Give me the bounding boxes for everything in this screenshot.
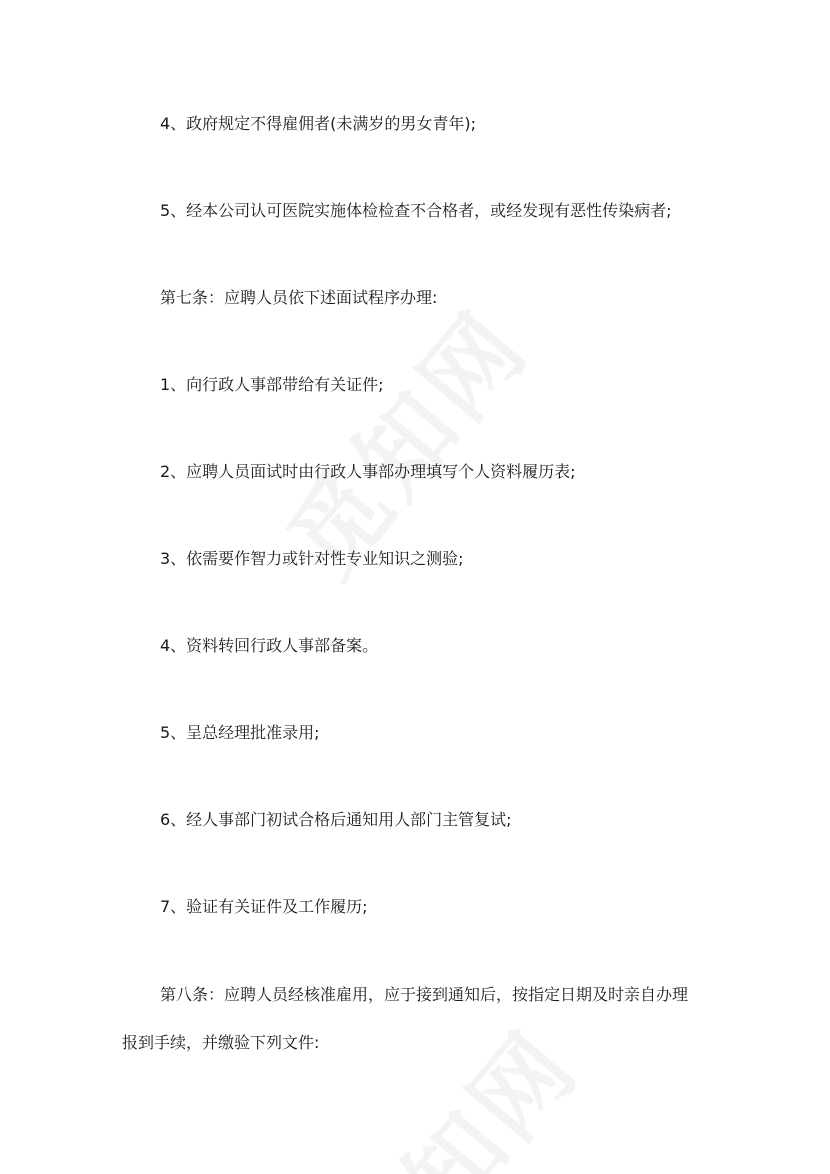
paragraph-step-3: 3、依需要作智力或针对性专业知识之测验; bbox=[160, 549, 464, 568]
paragraph-step-6: 6、经人事部门初试合格后通知用人部门主管复试; bbox=[160, 810, 512, 829]
paragraph-item-5-medical: 5、经本公司认可医院实施体检检查不合格者，或经发现有恶性传染病者; bbox=[160, 201, 672, 220]
paragraph-step-5: 5、呈总经理批准录用; bbox=[160, 723, 320, 742]
paragraph-step-7: 7、验证有关证件及工作履历; bbox=[160, 897, 368, 916]
paragraph-step-2: 2、应聘人员面试时由行政人事部办理填写个人资料履历表; bbox=[160, 462, 576, 481]
paragraph-step-1: 1、向行政人事部带给有关证件; bbox=[160, 375, 384, 394]
paragraph-item-4-age: 4、政府规定不得雇佣者(未满岁的男女青年); bbox=[160, 114, 477, 133]
article-8-line-2: 报到手续，并缴验下列文件: bbox=[122, 1033, 320, 1052]
article-8-paragraph bbox=[122, 983, 722, 1055]
paragraph-step-4: 4、资料转回行政人事部备案。 bbox=[160, 636, 379, 655]
article-7-heading: 第七条：应聘人员依下述面试程序办理: bbox=[160, 288, 438, 307]
article-8-line-1: 第八条：应聘人员经核准雇用，应于接到通知后，按指定日期及时亲自办理 bbox=[160, 985, 689, 1004]
